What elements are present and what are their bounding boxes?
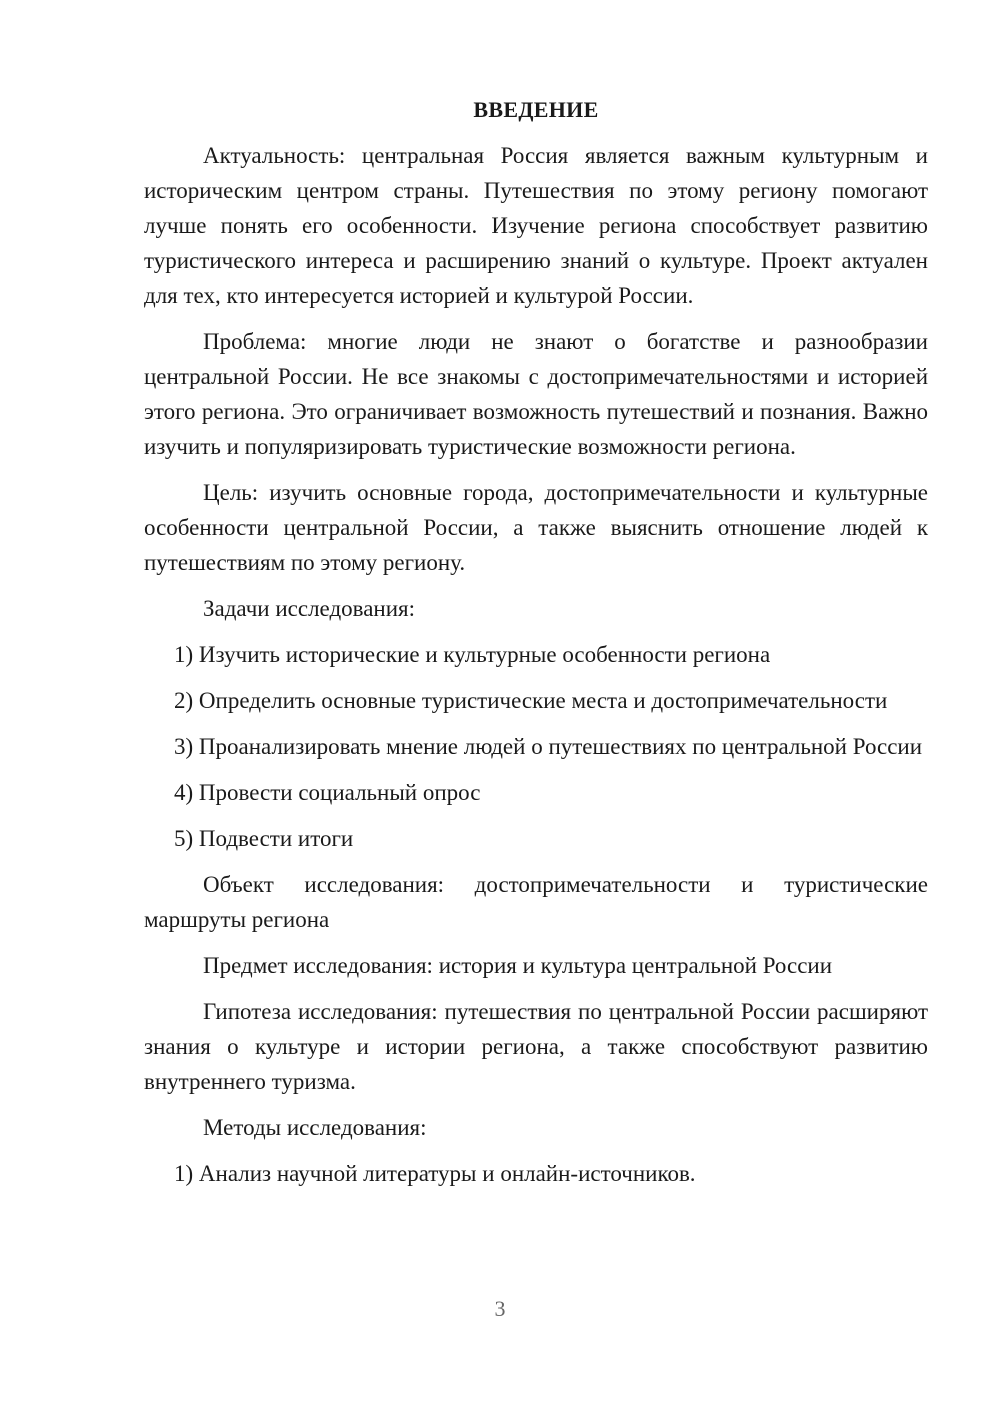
task-item-2: 2) Определить основные туристические места и достопримечательности xyxy=(174,688,888,713)
task-item-1: 1) Изучить исторические и культурные особенности региона xyxy=(174,642,771,667)
paragraph-goal: Цель: изучить основные города, достопримечательности и культурные особенности центральной России, а также выяснить отношение людей к путешествиям по этому региону. xyxy=(144,480,928,575)
page-number: 3 xyxy=(494,1296,506,1321)
method-item-1: 1) Анализ научной литературы и онлайн-источников. xyxy=(174,1161,696,1186)
methods-heading: Методы исследования: xyxy=(203,1115,427,1140)
document-page xyxy=(144,92,928,1202)
paragraph-problem: Проблема: многие люди не знают о богатстве и разнообразии центральной России. Не все знакомы с достопримечательностями и историей этого региона. Это ограничивает возможность путешествий и познания. Важно изучить и популяризировать туристические возможности региона. xyxy=(144,329,928,459)
paragraph-subject: Предмет исследования: история и культура центральной России xyxy=(203,953,833,978)
task-item-5: 5) Подвести итоги xyxy=(174,826,354,851)
paragraph-object: Объект исследования: достопримечательности и туристические маршруты региона xyxy=(144,872,928,932)
page-title: ВВЕДЕНИЕ xyxy=(473,97,599,122)
tasks-heading: Задачи исследования: xyxy=(203,596,416,621)
task-item-3: 3) Проанализировать мнение людей о путешествиях по центральной России xyxy=(174,734,923,759)
paragraph-relevance: Актуальность: центральная Россия является важным культурным и историческим центром страны. Путешествия по этому региону помогают лучше понять его особенности. Изучение региона способствует развитию туристического интереса и расширению знаний о культуре. Проект актуален для тех, кто интересуется историей и культурой России. xyxy=(144,143,928,308)
paragraph-hypothesis: Гипотеза исследования: путешествия по центральной России расширяют знания о культуре и истории региона, а также способствуют развитию внутреннего туризма. xyxy=(144,999,928,1094)
task-item-4: 4) Провести социальный опрос xyxy=(174,780,481,805)
